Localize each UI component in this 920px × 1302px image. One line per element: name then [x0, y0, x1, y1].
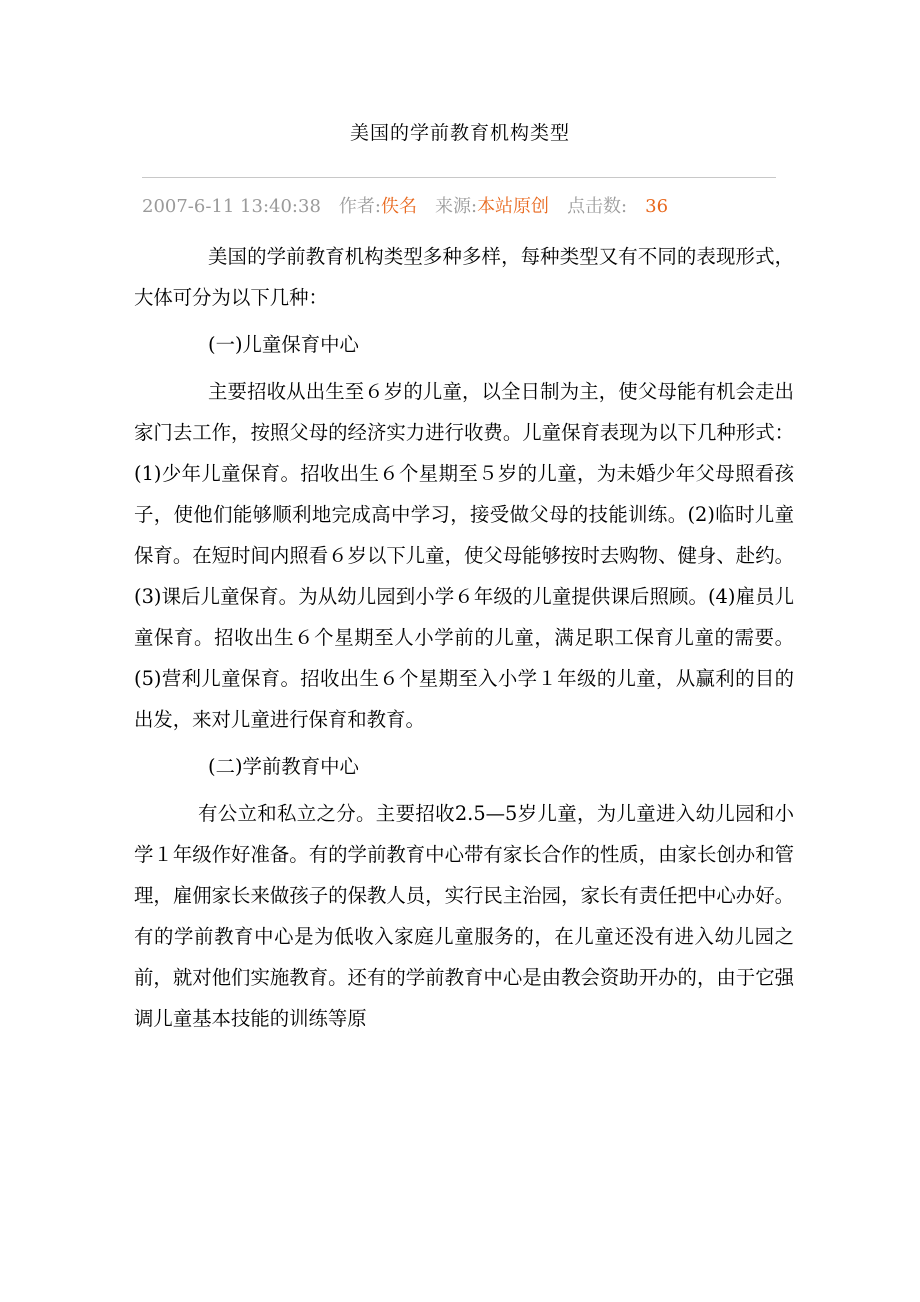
author-name[interactable]: 佚名 — [380, 196, 417, 217]
article-body — [134, 236, 794, 1039]
article-meta — [142, 192, 782, 222]
article-title: 美国的学前教育机构类型 — [349, 122, 570, 144]
section-heading-two: (二)学前教育中心 — [208, 755, 359, 778]
hits-label: 点击数: — [567, 196, 628, 217]
source-label: 来源: — [434, 196, 478, 217]
section-heading-one: (一)儿童保育中心 — [208, 333, 359, 356]
source-name[interactable]: 本站原创 — [477, 196, 550, 217]
section-two-paragraph: 有公立和私立之分。主要招收2.5—5岁儿童，为儿童进入幼儿园和小学１年级作好准备。有的学前教育中心带有家长合作的性质，由家长创办和管理，雇佣家长来做孩子的保教人员，实行民主治园，家长有责任把中心办好。有的学前教育中心是为低收入家庭儿童服务的，在儿童还没有进入幼儿园之前，就对他们实施教育。还有的学前教育中心是由教会资助开办的，由于它强调儿童基本技能的训练等原 — [134, 802, 794, 1030]
section-one-paragraph: 主要招收从出生至６岁的儿童，以全日制为主，使父母能有机会走出家门去工作，按照父母的经济实力进行收费。儿童保育表现为以下几种形式：(1)少年儿童保育。招收出生６个星期至５岁的儿童，为未婚少年父母照看孩子，使他们能够顺利地完成高中学习，接受做父母的技能训练。(2)临时儿童保育。在短时间内照看６岁以下儿童，使父母能够按时去购物、健身、赴约。(3)课后儿童保育。为从幼儿园到小学６年级的儿童提供课后照顾。(4)雇员儿童保育。招收出生６个星期至人小学前的儿童，满足职工保育儿童的需要。(5)营利儿童保育。招收出生６个星期至入小学１年级的儿童，从赢利的目的出发，来对儿童进行保育和教育。 — [134, 380, 794, 731]
author-label: 作者: — [338, 196, 381, 217]
intro-paragraph: 美国的学前教育机构类型多种多样，每种类型又有不同的表现形式，大体可分为以下几种： — [134, 245, 794, 309]
title-divider — [142, 177, 776, 178]
publish-datetime: 2007-6-11 13:40:38 — [142, 196, 321, 217]
hits-count: 36 — [645, 196, 669, 217]
